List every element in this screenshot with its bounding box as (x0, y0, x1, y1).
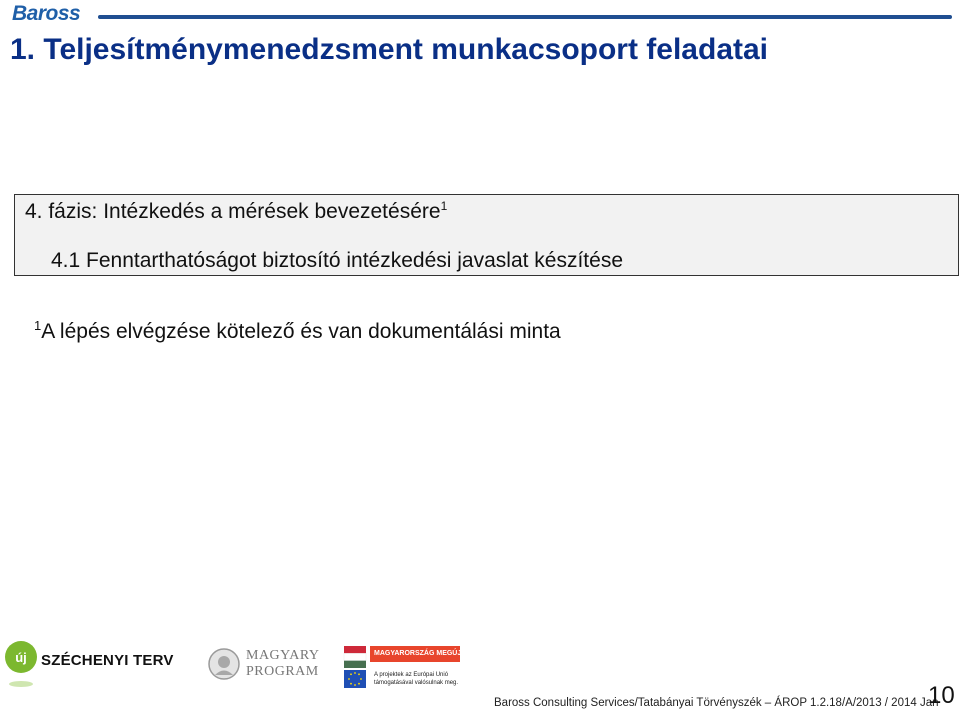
phase-step: 4.1 Fenntarthatóságot biztosító intézkedési javaslat készítése (51, 249, 623, 272)
magyarorszag-megujul-logo (344, 644, 471, 690)
szechenyi-emblem-letter: új (15, 650, 27, 665)
footnote-superscript: 1 (34, 318, 42, 333)
page-number: 10 (928, 682, 955, 709)
slide-title: 1. Teljesítménymenedzsment munkacsoport feladatai (10, 33, 769, 66)
magyary-program-text (246, 648, 320, 680)
phase-box (14, 194, 959, 276)
szechenyi-terv-text: SZÉCHENYI TERV (41, 652, 174, 669)
magyary-line-1: MAGYARY (246, 648, 320, 663)
phase-title (25, 199, 447, 224)
magyary-seal-icon (208, 648, 240, 680)
brand-logo: Baross (12, 2, 81, 25)
phase-title-text: 4. fázis: Intézkedés a mérések bevezetésére (25, 200, 441, 223)
footnote (34, 318, 561, 344)
eu-support-text (374, 671, 458, 687)
phase-title-superscript: 1 (440, 199, 448, 213)
magyary-line-2: PROGRAM (246, 664, 319, 679)
magyarorszag-megujul-banner: MAGYARORSZÁG MEGÚJUL (370, 646, 460, 662)
szechenyi-terv-logo (4, 640, 174, 692)
eu-support-line-1: A projektek az Európai Unió (374, 672, 449, 678)
szechenyi-emblem-icon (4, 640, 38, 690)
header-rule (98, 15, 952, 19)
magyary-program-logo (208, 646, 326, 682)
footnote-text: A lépés elvégzése kötelező és van dokumentálási minta (41, 320, 561, 343)
eu-support-line-2: támogatásával valósulnak meg. (374, 680, 459, 686)
hungarian-flag-icon (344, 646, 366, 668)
eu-flag-icon (344, 670, 366, 688)
footer-text: Baross Consulting Services/Tatabányai Törvényszék – ÁROP 1.2.18/A/2013 / 2014 Jan (494, 697, 939, 709)
